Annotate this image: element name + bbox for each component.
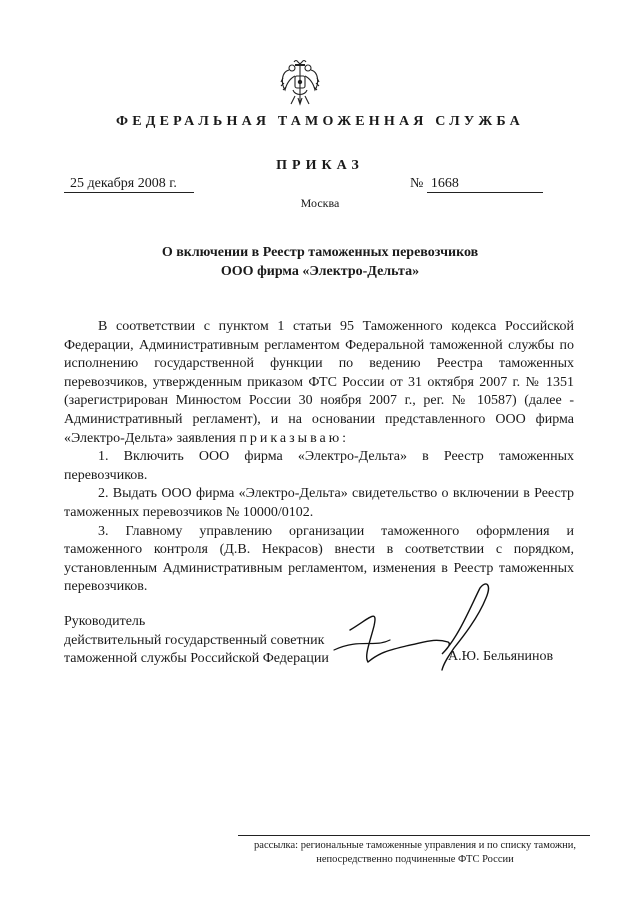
subject-line-1: О включении в Реестр таможенных перевозчиков xyxy=(161,245,479,260)
document-body xyxy=(64,318,574,597)
subject-line-2: ООО фирма «Электро-Дельта» xyxy=(220,264,420,279)
intro-text: В соответствии с пунктом 1 статьи 95 Таможенного кодекса Российской Федерации, Административным регламентом Федеральной таможенной службы по исполнению государственной функции по ведению Реестра таможенных перевозчиков, утвержденным приказом ФТС России от 31 октября 2007 г. № 1351 (зарегистрирован Минюстом России 30 ноября 2007 г., рег. № 10587) (далее - Административный регламент), и на основании представленного ООО фирма «Электро-Дельта» заявления xyxy=(64,319,574,446)
intro-paragraph xyxy=(64,318,574,448)
double-headed-eagle-emblem-icon xyxy=(279,58,321,106)
order-word: приказываю: xyxy=(239,430,350,446)
signer-line-1: Руководитель xyxy=(64,614,146,629)
order-item-3: 3. Главному управлению организации таможенного оформления и таможенного контроля (Д.В. Некрасов) внести в соответствии с порядком, установленным Административным регламентом, изменения в Реестр таможенных перевозчиков. xyxy=(64,523,574,595)
document-city: Москва xyxy=(300,196,340,210)
date-value: 25 декабря 2008 г. xyxy=(70,176,177,191)
distribution-line-1: рассылка: региональные таможенные управления и по списку таможни, xyxy=(254,840,576,851)
footer-divider xyxy=(238,835,590,836)
document-date xyxy=(64,176,194,193)
signer-title xyxy=(64,613,329,669)
document-type: ПРИКАЗ xyxy=(276,158,364,173)
document-number xyxy=(410,176,543,193)
distribution-line-2: непосредственно подчиненные ФТС России xyxy=(316,854,514,865)
signer-line-3: таможенной службы Российской Федерации xyxy=(64,651,329,666)
agency-name: ФЕДЕРАЛЬНАЯ ТАМОЖЕННАЯ СЛУЖБА xyxy=(116,114,524,129)
order-item-2: 2. Выдать ООО фирма «Электро-Дельта» свидетельство о включении в Реестр таможенных перевозчиков № 10000/0102. xyxy=(64,486,574,520)
order-item-1: 1. Включить ООО фирма «Электро-Дельта» в Реестр таможенных перевозчиков. xyxy=(64,449,574,483)
signer-line-2: действительный государственный советник xyxy=(64,632,325,648)
number-sign: № xyxy=(410,176,424,191)
document-subject xyxy=(0,243,640,281)
number-value: 1668 xyxy=(427,176,543,193)
distribution-note xyxy=(232,839,598,867)
signer-name: А.Ю. Бельянинов xyxy=(448,649,554,664)
